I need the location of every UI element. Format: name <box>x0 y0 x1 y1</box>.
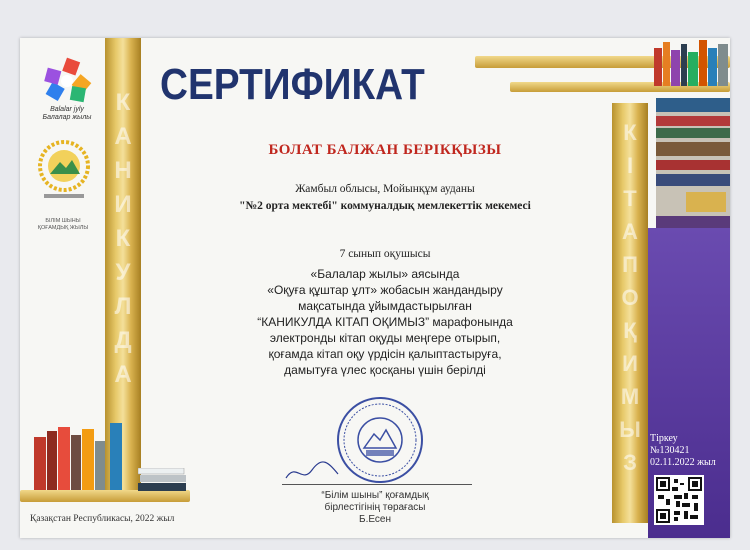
award-line: электронды кітап оқуды меңгере отырып, <box>269 331 501 345</box>
region-line: Жамбыл облысы, Мойынқұм ауданы <box>295 183 475 195</box>
official-stamp-icon <box>334 394 426 486</box>
signature-icon <box>282 458 342 486</box>
left-vertical-letter: Н <box>114 157 132 184</box>
logo-caption <box>32 106 102 122</box>
signature-line-3: Б.Есен <box>359 514 391 525</box>
signature-line-2: бірлестігінің төрағасы <box>324 502 426 513</box>
certificate-title: СЕРТИФИКАТ <box>160 60 425 109</box>
left-vertical-letter: У <box>115 259 131 286</box>
award-line: «Оқуға құштар ұлт» жобасын жандандыру <box>267 283 503 297</box>
qr-code-icon <box>654 475 704 525</box>
left-vertical-letter: А <box>114 123 132 150</box>
books-top-right-icon <box>652 38 730 90</box>
signature-block <box>260 490 490 526</box>
left-vertical-letter: И <box>114 191 132 218</box>
award-text <box>170 266 600 378</box>
left-vertical-letter: Д <box>114 327 132 354</box>
grade-line: 7 сынып оқушысы <box>339 248 431 260</box>
award-line: қоғамда кітап оқу үрдісін қалыптастыруға, <box>268 347 502 361</box>
right-vertical-letter: А <box>622 219 638 244</box>
right-vertical-letter: І <box>626 153 634 178</box>
left-vertical-text <box>105 86 141 392</box>
footer-text: Қазақстан Республикасы, 2022 жыл <box>30 514 175 524</box>
award-line: “КАНИКУЛДА КІТАП ОҚИМЫЗ” марафонында <box>257 315 513 329</box>
award-line: дамытуға үлес қосқаны үшін берілді <box>284 363 486 377</box>
bookshelf-photo-icon <box>656 98 730 228</box>
left-vertical-letter: А <box>114 361 132 388</box>
registration-info <box>650 433 730 469</box>
certificate <box>20 38 730 538</box>
books-stack-icon <box>138 468 188 492</box>
award-line: мақсатында ұйымдастырылған <box>298 299 472 313</box>
right-vertical-letter: Т <box>623 186 637 211</box>
logo2-caption-line: ҚОҒАМДЫҚ ЖЫЛЫ <box>37 225 89 231</box>
logo2-caption-line: БІЛІМ ШЫНЫ <box>45 218 81 224</box>
balalar-jyly-logo-icon <box>42 56 92 106</box>
bilim-shyny-emblem-icon <box>36 138 92 216</box>
signature-line-1: “Білім шыны” қоғамдық <box>321 490 429 501</box>
right-vertical-letter: М <box>620 384 640 409</box>
right-vertical-text <box>612 116 648 479</box>
left-vertical-letter: К <box>115 225 131 252</box>
registration-number: №130421 <box>650 445 690 456</box>
registration-date: 02.11.2022 жыл <box>650 457 716 468</box>
recipient-name: БОЛАТ БАЛЖАН БЕРІКҚЫЗЫ <box>268 142 502 158</box>
right-vertical-letter: О <box>621 285 639 310</box>
left-vertical-letter: К <box>115 89 131 116</box>
right-vertical-letter: З <box>623 450 637 475</box>
books-bottom-left-icon <box>32 423 152 491</box>
right-vertical-letter: П <box>622 252 638 277</box>
right-vertical-letter: И <box>622 351 638 376</box>
logo-caption-line: Balalar jyly <box>50 106 84 113</box>
school-line: "№2 орта мектебі" коммуналдық мемлекеттік мекемесі <box>239 200 531 212</box>
logo-caption-line: Балалар жылы <box>42 114 92 121</box>
right-vertical-letter: К <box>623 120 637 145</box>
right-vertical-letter: Қ <box>623 318 637 343</box>
right-vertical-letter: Ы <box>619 417 641 442</box>
registration-label: Тіркеу <box>650 433 678 444</box>
signature-line <box>282 484 472 485</box>
logo2-caption <box>28 218 98 232</box>
award-line: «Балалар жылы» аясында <box>310 267 460 281</box>
left-vertical-letter: Л <box>114 293 132 320</box>
